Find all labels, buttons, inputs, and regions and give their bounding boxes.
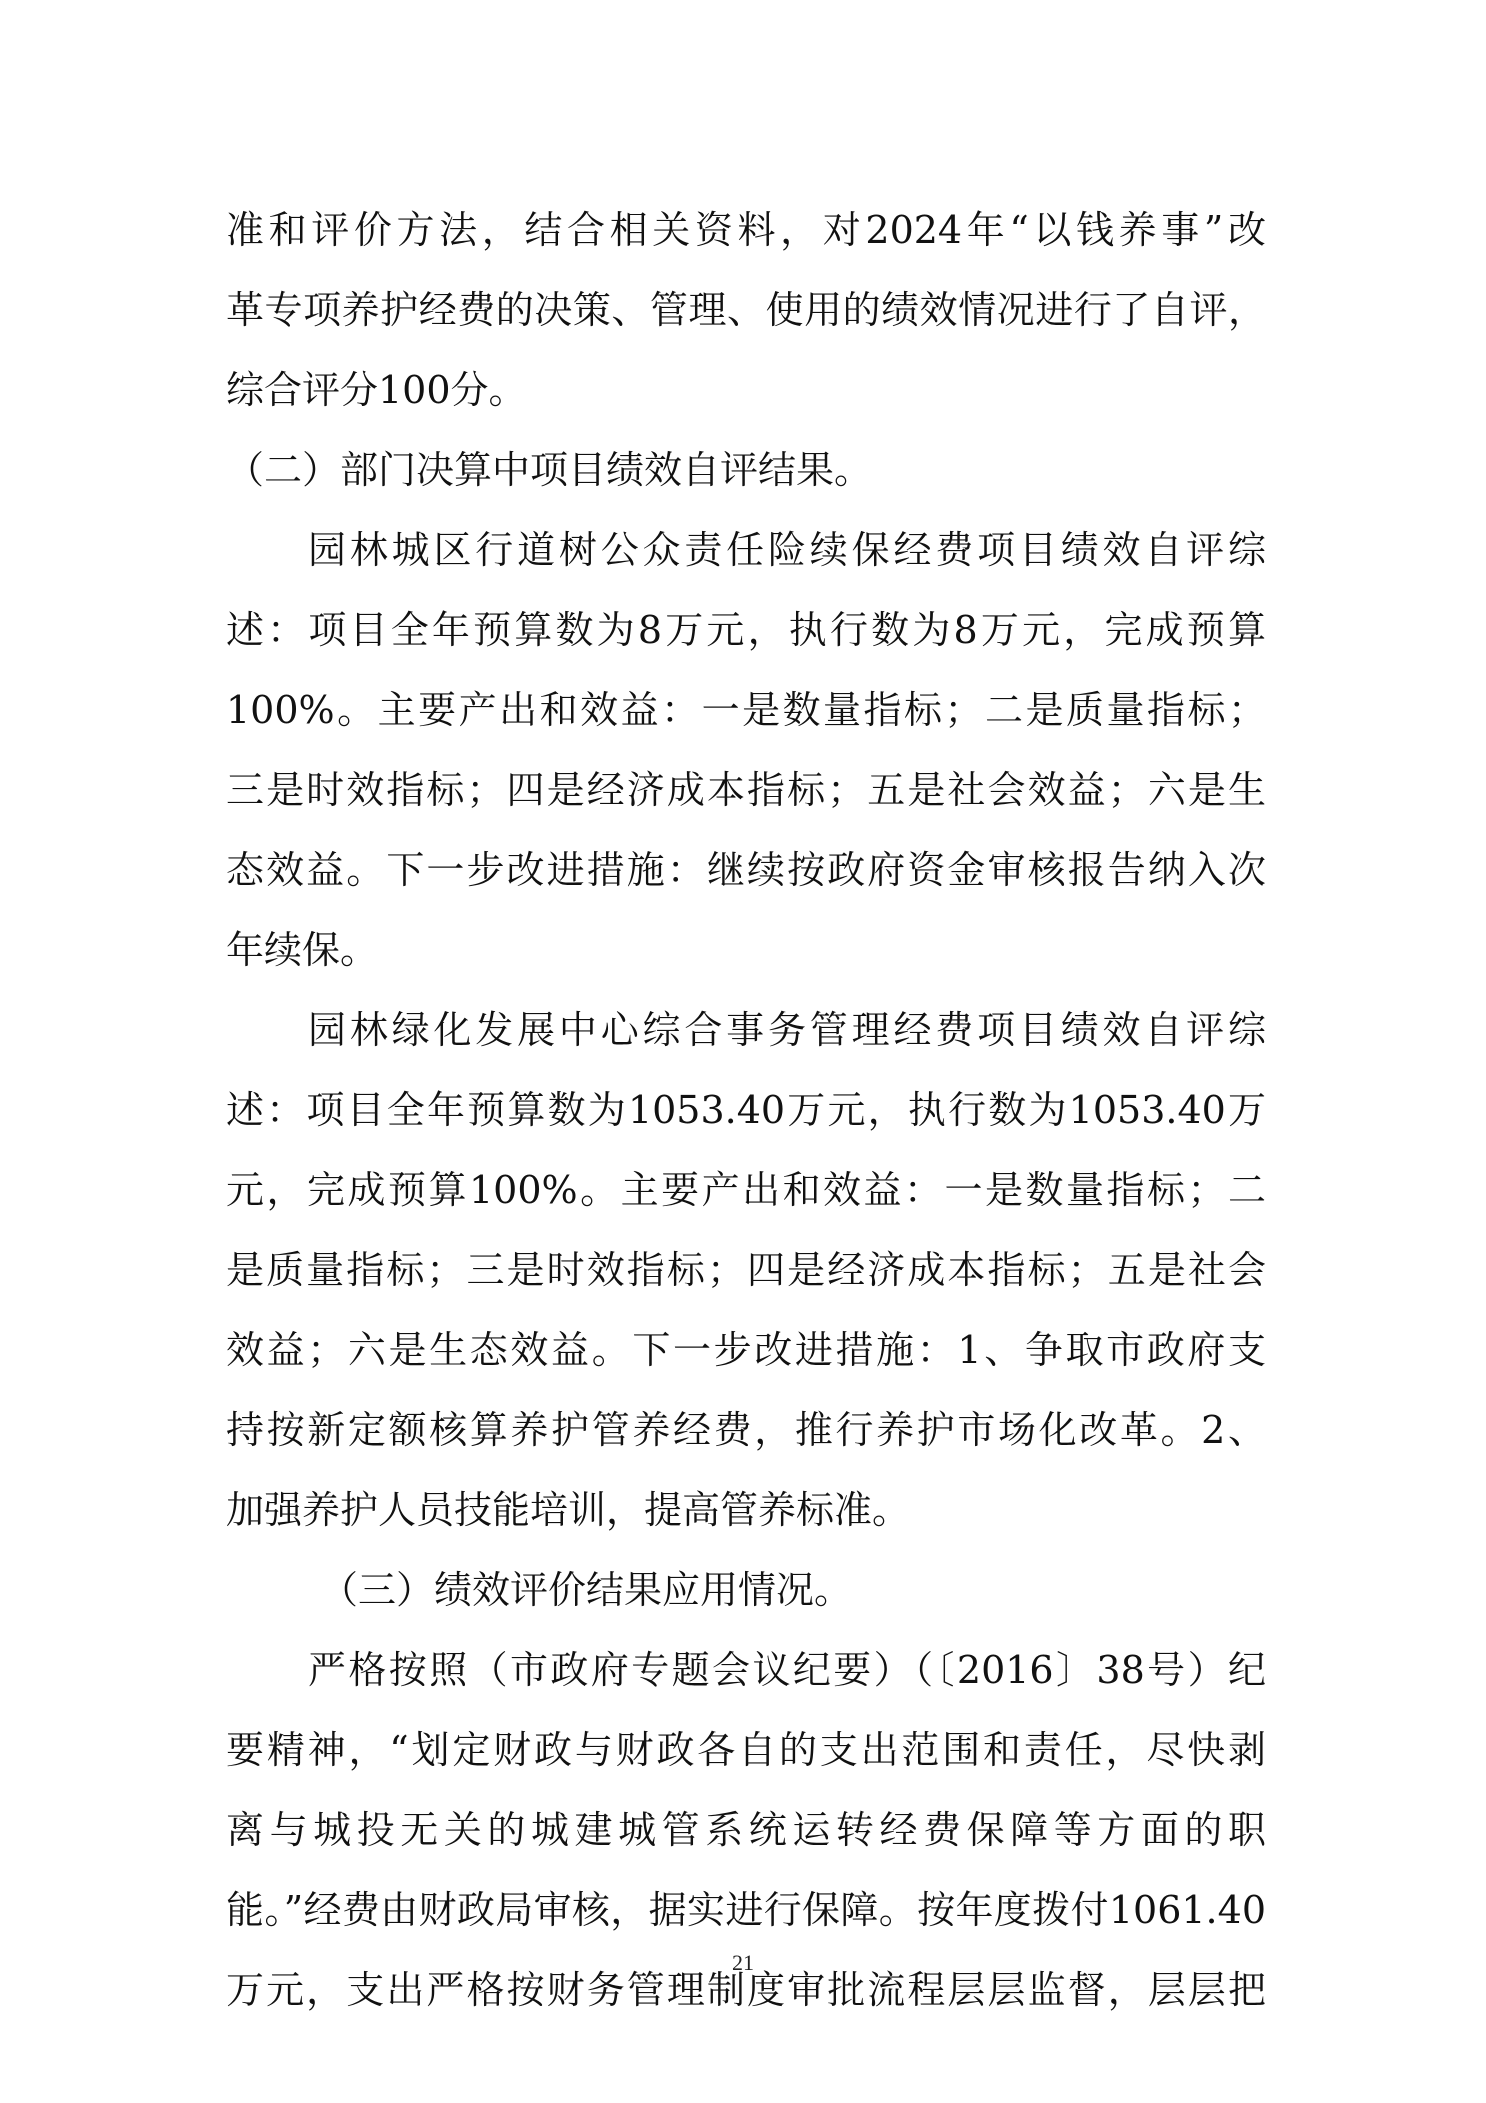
page-number: 21 [732, 1950, 754, 1975]
text-line: 园林城区行道树公众责任险续保经费项目绩效自评综 [308, 528, 1266, 572]
text-line: 能。”经费由财政局审核，据实进行保障。按年度拨付1061.40 [226, 1888, 1266, 1932]
text-line: 元，完成预算100%。主要产出和效益：一是数量指标；二 [226, 1168, 1266, 1212]
text-line: 是质量指标；三是时效指标；四是经济成本指标；五是社会 [226, 1248, 1266, 1292]
text-line: 严格按照（市政府专题会议纪要）（〔2016〕38号）纪 [308, 1648, 1266, 1692]
text-line: 园林绿化发展中心综合事务管理经费项目绩效自评综 [308, 1008, 1266, 1052]
text-line: 100%。主要产出和效益：一是数量指标；二是质量指标； [226, 688, 1266, 732]
section-heading: （二）部门决算中项目绩效自评结果。 [226, 448, 873, 492]
text-line: 万元，支出严格按财务管理制度审批流程层层监督，层层把 [226, 1968, 1266, 2012]
text-line: 态效益。下一步改进措施：继续按政府资金审核报告纳入次 [226, 848, 1266, 892]
text-line: 加强养护人员技能培训，提高管养标准。 [226, 1488, 911, 1532]
text-line: 要精神，“划定财政与财政各自的支出范围和责任，尽快剥 [226, 1728, 1266, 1772]
text-line: 革专项养护经费的决策、管理、使用的绩效情况进行了自评， [226, 288, 1266, 332]
text-line: 准和评价方法，结合相关资料，对2024年“以钱养事”改 [226, 208, 1266, 252]
text-line: 年续保。 [226, 928, 379, 972]
text-line: 持按新定额核算养护管养经费，推行养护市场化改革。2、 [226, 1408, 1266, 1452]
text-line: 述：项目全年预算数为8万元，执行数为8万元，完成预算 [226, 608, 1266, 652]
section-heading: （三）绩效评价结果应用情况。 [320, 1568, 853, 1612]
text-line: 综合评分100分。 [226, 368, 527, 412]
text-line: 离与城投无关的城建城管系统运转经费保障等方面的职 [226, 1808, 1266, 1852]
text-line: 三是时效指标；四是经济成本指标；五是社会效益；六是生 [226, 768, 1266, 812]
text-line: 述：项目全年预算数为1053.40万元，执行数为1053.40万 [226, 1088, 1266, 1132]
body-text [226, 190, 1266, 2030]
text-line: 效益；六是生态效益。下一步改进措施：1、争取市政府支 [226, 1328, 1266, 1372]
